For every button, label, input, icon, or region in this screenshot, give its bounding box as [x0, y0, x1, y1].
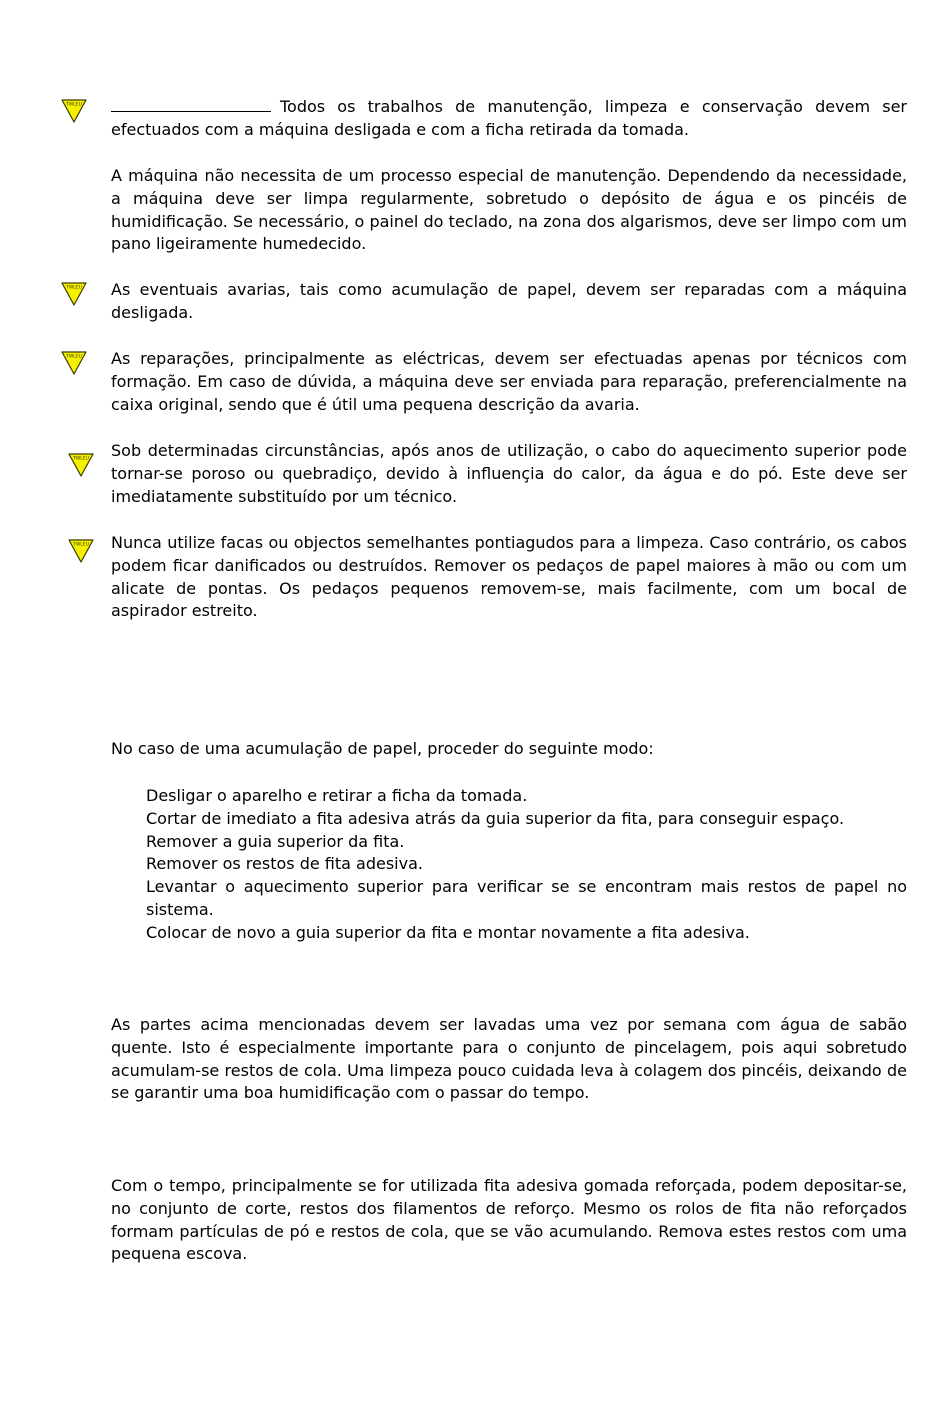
- warning-triangle-icon-graphic: [67, 537, 95, 565]
- svg-text:TWLEU: TWLEU: [73, 456, 89, 462]
- warning-triangle-icon: [60, 349, 88, 377]
- warning-triangle-icon: [67, 537, 95, 565]
- paper-jam-steps-list: [146, 785, 907, 945]
- warning-triangle-icon-graphic: [67, 451, 95, 479]
- blank-underline: [111, 97, 271, 112]
- warning-triangle-icon-graphic: [60, 97, 88, 125]
- svg-text:TWLEU: TWLEU: [73, 542, 89, 548]
- warning-triangle-icon: [67, 451, 95, 479]
- paragraph-heater-cable: Sob determinadas circunstâncias, após anos de utilização, o cabo do aquecimento superior pode tornar-se poroso ou quebradiço, devido à influençia do calor, da água e do pó. Este deve ser imediatamente substituído por um técnico.: [111, 441, 907, 506]
- warning-triangle-icon: [60, 97, 88, 125]
- paragraph-text: Todos os trabalhos de manutenção, limpeza e conservação devem ser efectuados com a máquina desligada e com a ficha retirada da tomada.: [111, 97, 907, 139]
- list-item: Cortar de imediato a fita adesiva atrás da guia superior da fita, para conseguir espaço.: [146, 808, 845, 828]
- warning-triangle-icon-graphic: [60, 349, 88, 377]
- paragraph-no-special-maintenance: A máquina não necessita de um processo especial de manutenção. Dependendo da necessidade, a máquina deve ser limpa regularmente, sobretudo o depósito de água e os pincéis de humidificação. Se necessário, o painel do teclado, na zona dos algarismos, deve ser limpo com um pano ligeiramente humedecido.: [111, 166, 907, 254]
- paragraph-paper-jam-intro: No caso de uma acumulação de papel, proceder do seguinte modo:: [111, 739, 654, 758]
- list-item: Desligar o aparelho e retirar a ficha da tomada.: [146, 786, 528, 805]
- list-item: Remover a guia superior da fita.: [146, 831, 405, 851]
- paragraph-no-knives: Nunca utilize facas ou objectos semelhantes pontiagudos para a limpeza. Caso contrário, os cabos podem ficar danificados ou destruídos. Remover os pedaços de papel maiores à mão ou com um alicate de pontas. Os pedaços pequenos removem-se, mais facilmente, com um bocal de aspirador estreito.: [111, 533, 907, 621]
- paragraph-electrical-repairs: As reparações, principalmente as eléctricas, devem ser efectuadas apenas por técnicos com formação. Em caso de dúvida, a máquina deve ser enviada para reparação, preferencialmente na caixa original, sendo que é útil uma pequena descrição da avaria.: [111, 349, 907, 414]
- list-item: Levantar o aquecimento superior para verificar se se encontram mais restos de papel no sistema.: [146, 877, 907, 919]
- warning-triangle-icon: [60, 280, 88, 308]
- svg-text:TWLEU: TWLEU: [66, 354, 82, 360]
- svg-text:TWLEU: TWLEU: [66, 285, 82, 291]
- paragraph-faults-repair: As eventuais avarias, tais como acumulação de papel, devem ser reparadas com a máquina desligada.: [111, 280, 907, 322]
- list-item: Colocar de novo a guia superior da fita e montar novamente a fita adesiva.: [146, 922, 750, 942]
- paragraph-weekly-washing: As partes acima mencionadas devem ser lavadas uma vez por semana com água de sabão quente. Isto é especialmente importante para o conjunto de pincelagem, pois aqui sobretudo acumulam-se restos de cola. Uma limpeza pouco cuidada leva à colagem dos pincéis, deixando de se garantir uma boa humidificação com o passar do tempo.: [111, 1015, 907, 1103]
- svg-text:TWLEU: TWLEU: [66, 102, 82, 108]
- paragraph-maintenance-safety: [111, 96, 907, 142]
- paragraph-cutting-residue: Com o tempo, principalmente se for utilizada fita adesiva gomada reforçada, podem depositar-se, no conjunto de corte, restos dos filamentos de reforço. Mesmo os rolos de fita não reforçados formam partículas de pó e restos de cola, que se vão acumulando. Remova estes restos com uma pequena escova.: [111, 1176, 907, 1264]
- list-item: Remover os restos de fita adesiva.: [146, 854, 423, 874]
- warning-triangle-icon-graphic: [60, 280, 88, 308]
